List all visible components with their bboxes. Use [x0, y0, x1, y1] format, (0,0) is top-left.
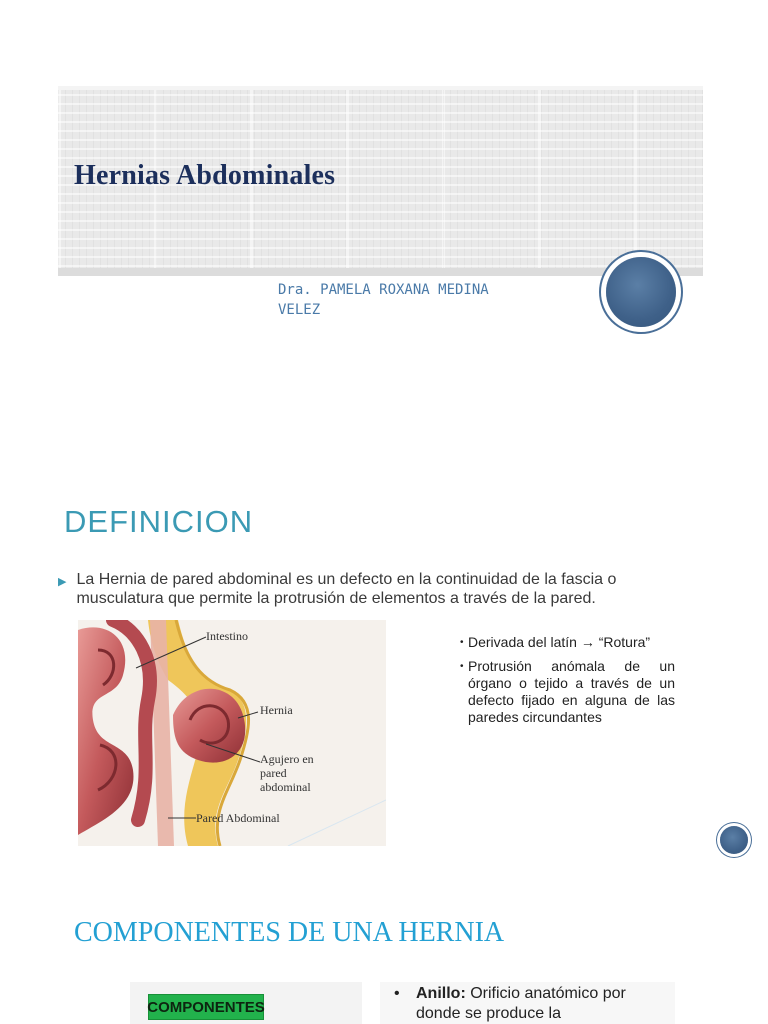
- label-hernia: Hernia: [260, 703, 293, 717]
- section-title-componentes: COMPONENTES DE UNA HERNIA: [74, 917, 505, 948]
- band-bottom-edge: [58, 268, 703, 276]
- label-agujero-1: Agujero en: [260, 752, 314, 766]
- list-item: • Protrusión anómala de un órgano o tejido a través de un defecto fijado en alguna de las paredes circundantes: [460, 658, 675, 726]
- hernia-diagram: [78, 620, 386, 846]
- list-item: • Derivada del latín → “Rotura”: [460, 634, 675, 651]
- author-name: Dra. PAMELA ROXANA MEDINA VELEZ: [278, 282, 489, 318]
- components-image: [130, 982, 362, 1024]
- label-agujero-2: pared: [260, 766, 287, 780]
- components-badge: COMPONENTES: [148, 994, 264, 1020]
- anillo-term: Anillo:: [416, 985, 466, 1002]
- bullet-dot-icon: •: [394, 985, 400, 1002]
- side-bullet-list: [460, 634, 675, 733]
- definition-bullet: [58, 570, 698, 608]
- anillo-text: Orificio anatómico por donde se produce la: [416, 985, 626, 1022]
- circle-badge-icon: [720, 826, 748, 854]
- page-title: Hernias Abdominales: [74, 160, 336, 191]
- section-title-definicion: DEFINICION: [64, 504, 254, 539]
- triangle-bullet-icon: ▶: [58, 576, 67, 588]
- label-agujero-3: abdominal: [260, 780, 311, 794]
- label-pared-abdominal: Pared Abdominal: [196, 811, 280, 825]
- circle-badge-icon: [606, 257, 676, 327]
- anillo-bullet: [396, 984, 666, 1024]
- label-intestino: Intestino: [206, 629, 248, 643]
- band-top-edge: [58, 86, 703, 90]
- definition-text: La Hernia de pared abdominal es un defecto en la continuidad de la fascia o musculatura que permite la protrusión de elementos a través de la pared.: [76, 571, 617, 607]
- hernia-illustration: [78, 620, 386, 846]
